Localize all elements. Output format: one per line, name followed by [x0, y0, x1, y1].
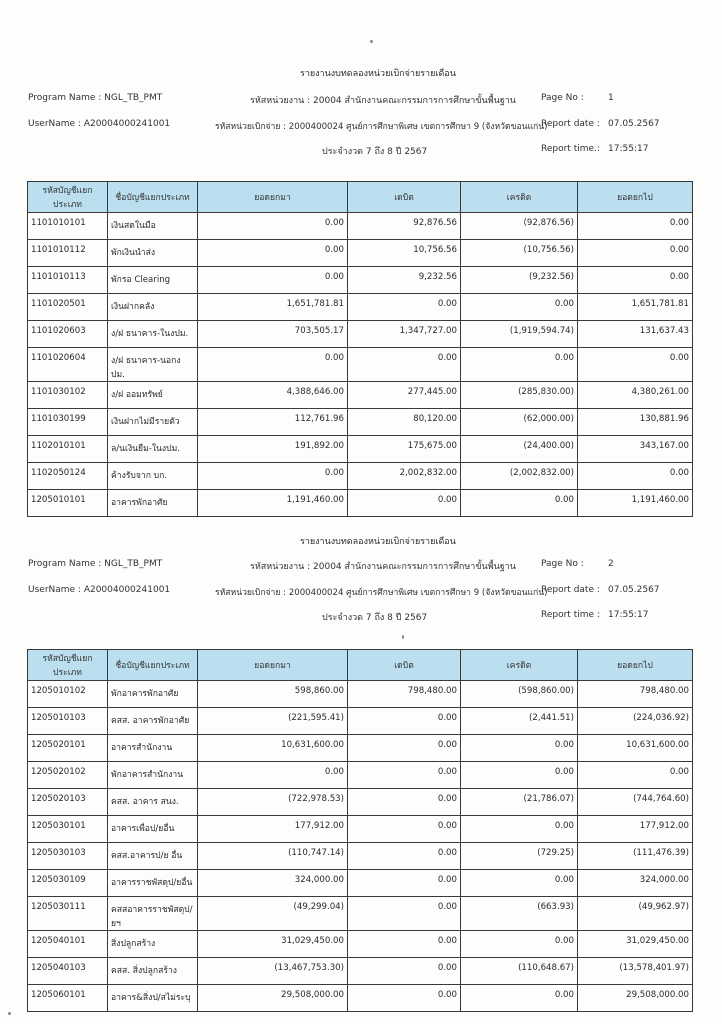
cell-debit: 10,756.56: [348, 240, 461, 267]
username: UserName : A20004000241001: [28, 119, 171, 129]
cell-account-name: พักอาคารพักอาศัย: [108, 681, 198, 708]
report-title: รายงานงบทดลองหน่วยเบิกจ่ายรายเดือน: [300, 69, 456, 79]
username: UserName : A20004000241001: [28, 585, 171, 595]
cell-account-code: 1205010102: [28, 681, 108, 708]
cell-debit: 80,120.00: [348, 409, 461, 436]
table-row: [28, 348, 693, 382]
agency-code: รหัสหน่วยงาน : 20004 สำนักงานคณะกรรมการการศึกษาขั้นพื้นฐาน: [250, 562, 516, 572]
table-row: [28, 958, 693, 985]
cell-debit: 0.00: [348, 789, 461, 816]
table-row: [28, 213, 693, 240]
report-period: ประจำงวด 7 ถึง 8 ปี 2567: [322, 613, 428, 623]
cell-brought-forward: 0.00: [198, 267, 348, 294]
table-row: [28, 762, 693, 789]
cell-brought-forward: (13,467,753.30): [198, 958, 348, 985]
page-no: 2: [608, 559, 614, 569]
cell-carried-forward: 1,651,781.81: [578, 294, 693, 321]
cell-account-code: 1102010101: [28, 436, 108, 463]
cell-carried-forward: 343,167.00: [578, 436, 693, 463]
cell-credit: (110,648.67): [461, 958, 578, 985]
cell-account-code: 1205040103: [28, 958, 108, 985]
table-row: [28, 463, 693, 490]
program-name: Program Name : NGL_TB_PMT: [28, 559, 163, 569]
scan-speck: [8, 1012, 11, 1015]
col-brought-forward: ยอดยกมา: [198, 182, 348, 213]
cell-credit: (1,919,594.74): [461, 321, 578, 348]
cell-credit: 0.00: [461, 762, 578, 789]
cell-debit: 0.00: [348, 958, 461, 985]
cell-brought-forward: 0.00: [198, 240, 348, 267]
cell-credit: 0.00: [461, 348, 578, 382]
cell-debit: 0.00: [348, 735, 461, 762]
cell-brought-forward: 4,388,646.00: [198, 382, 348, 409]
cell-carried-forward: (744,764.60): [578, 789, 693, 816]
cell-account-name: ล/นเงินยืม-ในงปม.: [108, 436, 198, 463]
report-date: 07.05.2567: [608, 585, 660, 595]
cell-brought-forward: (221,595.41): [198, 708, 348, 735]
table-row: [28, 490, 693, 517]
cell-account-name: พักรอ Clearing: [108, 267, 198, 294]
cell-account-code: 1205040101: [28, 931, 108, 958]
cell-account-name: เงินฝากไม่มีรายตัว: [108, 409, 198, 436]
cell-account-code: 1205010103: [28, 708, 108, 735]
table-row: [28, 843, 693, 870]
page-no-label: Page No :: [541, 559, 584, 569]
cell-debit: 0.00: [348, 708, 461, 735]
cell-carried-forward: 4,380,261.00: [578, 382, 693, 409]
cell-account-name: สิ่งปลูกสร้าง: [108, 931, 198, 958]
program-name: Program Name : NGL_TB_PMT: [28, 93, 163, 103]
cell-carried-forward: (224,036.92): [578, 708, 693, 735]
cell-carried-forward: 798,480.00: [578, 681, 693, 708]
cell-brought-forward: 31,029,450.00: [198, 931, 348, 958]
cell-credit: (2,441.51): [461, 708, 578, 735]
report-title: รายงานงบทดลองหน่วยเบิกจ่ายรายเดือน: [300, 537, 456, 547]
cell-brought-forward: (722,978.53): [198, 789, 348, 816]
cell-debit: 0.00: [348, 897, 461, 931]
col-account-name: ชื่อบัญชีแยกประเภท: [108, 650, 198, 681]
report-date: 07.05.2567: [608, 119, 660, 129]
cell-account-name: คสสอาคารราชพัสดุป/ยฯ: [108, 897, 198, 931]
cell-account-code: 1102050124: [28, 463, 108, 490]
cell-debit: 2,002,832.00: [348, 463, 461, 490]
cell-carried-forward: 130,881.96: [578, 409, 693, 436]
cell-account-code: 1101010112: [28, 240, 108, 267]
cell-debit: 0.00: [348, 870, 461, 897]
cell-brought-forward: 703,505.17: [198, 321, 348, 348]
cell-carried-forward: 0.00: [578, 348, 693, 382]
table-row: [28, 321, 693, 348]
cell-carried-forward: 324,000.00: [578, 870, 693, 897]
col-debit: เดบิต: [348, 182, 461, 213]
cell-carried-forward: 29,508,000.00: [578, 985, 693, 1012]
disbursement-unit: รหัสหน่วยเบิกจ่าย : 2000400024 ศูนย์การศึกษาพิเศษ เขตการศึกษา 9 (จังหวัดขอนแก่น): [215, 122, 548, 132]
table-row: [28, 708, 693, 735]
cell-credit: (92,876.56): [461, 213, 578, 240]
cell-carried-forward: 1,191,460.00: [578, 490, 693, 517]
cell-account-name: คสส. สิ่งปลูกสร้าง: [108, 958, 198, 985]
cell-carried-forward: 0.00: [578, 762, 693, 789]
report-time-label: Report time :: [541, 610, 600, 620]
table-row: [28, 267, 693, 294]
scan-speck: [402, 635, 404, 639]
cell-brought-forward: 112,761.96: [198, 409, 348, 436]
cell-brought-forward: 191,892.00: [198, 436, 348, 463]
table-row: [28, 816, 693, 843]
cell-credit: (729.25): [461, 843, 578, 870]
cell-carried-forward: 31,029,450.00: [578, 931, 693, 958]
page-no: 1: [608, 93, 614, 103]
table-row: [28, 985, 693, 1012]
trial-balance-table-page-1: [27, 181, 693, 517]
cell-account-code: 1205030109: [28, 870, 108, 897]
cell-credit: (21,786.07): [461, 789, 578, 816]
cell-brought-forward: 1,651,781.81: [198, 294, 348, 321]
cell-account-name: อาคารพักอาศัย: [108, 490, 198, 517]
cell-debit: 0.00: [348, 762, 461, 789]
cell-account-code: 1205010101: [28, 490, 108, 517]
col-credit: เครดิต: [461, 650, 578, 681]
trial-balance-table-page-2: [27, 649, 693, 1012]
cell-credit: (285,830.00): [461, 382, 578, 409]
table-header-row: [28, 182, 693, 213]
cell-account-code: 1205030103: [28, 843, 108, 870]
cell-account-name: อาคาร&สิ่งป/สไม่ระบุ: [108, 985, 198, 1012]
cell-credit: (24,400.00): [461, 436, 578, 463]
cell-credit: (9,232.56): [461, 267, 578, 294]
cell-credit: (10,756.56): [461, 240, 578, 267]
cell-account-name: พักอาคารสำนักงาน: [108, 762, 198, 789]
table-row: [28, 294, 693, 321]
cell-account-name: เงินสดในมือ: [108, 213, 198, 240]
cell-credit: 0.00: [461, 294, 578, 321]
table-row: [28, 681, 693, 708]
table-row: [28, 897, 693, 931]
cell-account-code: 1101020501: [28, 294, 108, 321]
cell-carried-forward: 0.00: [578, 267, 693, 294]
col-brought-forward: ยอดยกมา: [198, 650, 348, 681]
cell-credit: 0.00: [461, 985, 578, 1012]
col-carried-forward: ยอดยกไป: [578, 182, 693, 213]
cell-account-name: ค้างรับจาก บก.: [108, 463, 198, 490]
cell-brought-forward: 10,631,600.00: [198, 735, 348, 762]
cell-account-name: คสส. อาคาร สนง.: [108, 789, 198, 816]
cell-credit: (663.93): [461, 897, 578, 931]
cell-account-name: อาคารสำนักงาน: [108, 735, 198, 762]
scan-speck: [370, 40, 373, 43]
cell-debit: 9,232.56: [348, 267, 461, 294]
cell-account-name: เงินฝากคลัง: [108, 294, 198, 321]
col-credit: เครดิต: [461, 182, 578, 213]
cell-credit: 0.00: [461, 870, 578, 897]
cell-account-code: 1205030111: [28, 897, 108, 931]
cell-brought-forward: (49,299.04): [198, 897, 348, 931]
cell-brought-forward: 324,000.00: [198, 870, 348, 897]
cell-account-name: อาคารเพื่อป/ยอื่น: [108, 816, 198, 843]
cell-brought-forward: (110,747.14): [198, 843, 348, 870]
cell-debit: 798,480.00: [348, 681, 461, 708]
cell-brought-forward: 598,860.00: [198, 681, 348, 708]
table-row: [28, 789, 693, 816]
report-date-label: Report date :: [541, 585, 600, 595]
table-row: [28, 409, 693, 436]
cell-account-name: คสส. อาคารพักอาศัย: [108, 708, 198, 735]
cell-account-name: คสส.อาคารป/ย อื่น: [108, 843, 198, 870]
cell-debit: 0.00: [348, 931, 461, 958]
disbursement-unit: รหัสหน่วยเบิกจ่าย : 2000400024 ศูนย์การศึกษาพิเศษ เขตการศึกษา 9 (จังหวัดขอนแก่น): [215, 588, 548, 598]
cell-brought-forward: 29,508,000.00: [198, 985, 348, 1012]
report-time: 17:55:17: [608, 610, 649, 620]
col-account-code: รหัสบัญชีแยกประเภท: [28, 650, 108, 681]
cell-carried-forward: 0.00: [578, 213, 693, 240]
cell-debit: 175,675.00: [348, 436, 461, 463]
cell-account-code: 1205030101: [28, 816, 108, 843]
cell-account-code: 1205060101: [28, 985, 108, 1012]
cell-carried-forward: (13,578,401.97): [578, 958, 693, 985]
cell-account-name: อาคารราชพัสดุป/ยอื่น: [108, 870, 198, 897]
cell-brought-forward: 177,912.00: [198, 816, 348, 843]
col-debit: เดบิต: [348, 650, 461, 681]
cell-account-name: ง/ฝ ออมทรัพย์: [108, 382, 198, 409]
cell-carried-forward: 10,631,600.00: [578, 735, 693, 762]
cell-account-name: ง/ฝ ธนาคาร-ในงปม.: [108, 321, 198, 348]
cell-account-code: 1101010101: [28, 213, 108, 240]
report-time: 17:55:17: [608, 144, 649, 154]
cell-credit: (2,002,832.00): [461, 463, 578, 490]
cell-credit: (62,000.00): [461, 409, 578, 436]
cell-brought-forward: 1,191,460.00: [198, 490, 348, 517]
cell-brought-forward: 0.00: [198, 463, 348, 490]
cell-brought-forward: 0.00: [198, 762, 348, 789]
cell-account-name: พักเงินนำส่ง: [108, 240, 198, 267]
table-header-row: [28, 650, 693, 681]
cell-debit: 1,347,727.00: [348, 321, 461, 348]
agency-code: รหัสหน่วยงาน : 20004 สำนักงานคณะกรรมการการศึกษาขั้นพื้นฐาน: [250, 96, 516, 106]
cell-credit: 0.00: [461, 931, 578, 958]
cell-brought-forward: 0.00: [198, 348, 348, 382]
col-carried-forward: ยอดยกไป: [578, 650, 693, 681]
cell-credit: 0.00: [461, 816, 578, 843]
cell-brought-forward: 0.00: [198, 213, 348, 240]
table-row: [28, 240, 693, 267]
table-row: [28, 931, 693, 958]
cell-account-code: 1101030102: [28, 382, 108, 409]
cell-account-code: 1101010113: [28, 267, 108, 294]
report-period: ประจำงวด 7 ถึง 8 ปี 2567: [322, 147, 428, 157]
cell-account-code: 1101020604: [28, 348, 108, 382]
cell-carried-forward: (49,962.97): [578, 897, 693, 931]
cell-account-name: ง/ฝ ธนาคาร-นอกงปม.: [108, 348, 198, 382]
cell-carried-forward: 131,637.43: [578, 321, 693, 348]
cell-credit: 0.00: [461, 735, 578, 762]
cell-account-code: 1205020101: [28, 735, 108, 762]
cell-debit: 0.00: [348, 490, 461, 517]
report-time-label: Report time.:: [541, 144, 600, 154]
col-account-name: ชื่อบัญชีแยกประเภท: [108, 182, 198, 213]
cell-debit: 0.00: [348, 843, 461, 870]
cell-account-code: 1101020603: [28, 321, 108, 348]
cell-debit: 0.00: [348, 985, 461, 1012]
table-row: [28, 436, 693, 463]
table-row: [28, 870, 693, 897]
cell-debit: 92,876.56: [348, 213, 461, 240]
cell-account-code: 1205020103: [28, 789, 108, 816]
cell-account-code: 1205020102: [28, 762, 108, 789]
cell-debit: 0.00: [348, 348, 461, 382]
col-account-code: รหัสบัญชีแยกประเภท: [28, 182, 108, 213]
page-no-label: Page No :: [541, 93, 584, 103]
cell-credit: 0.00: [461, 490, 578, 517]
cell-carried-forward: 0.00: [578, 240, 693, 267]
table-row: [28, 382, 693, 409]
cell-debit: 277,445.00: [348, 382, 461, 409]
cell-credit: (598,860.00): [461, 681, 578, 708]
cell-carried-forward: (111,476.39): [578, 843, 693, 870]
cell-carried-forward: 0.00: [578, 463, 693, 490]
cell-debit: 0.00: [348, 294, 461, 321]
cell-carried-forward: 177,912.00: [578, 816, 693, 843]
cell-account-code: 1101030199: [28, 409, 108, 436]
table-row: [28, 735, 693, 762]
cell-debit: 0.00: [348, 816, 461, 843]
report-date-label: Report date :: [541, 119, 600, 129]
